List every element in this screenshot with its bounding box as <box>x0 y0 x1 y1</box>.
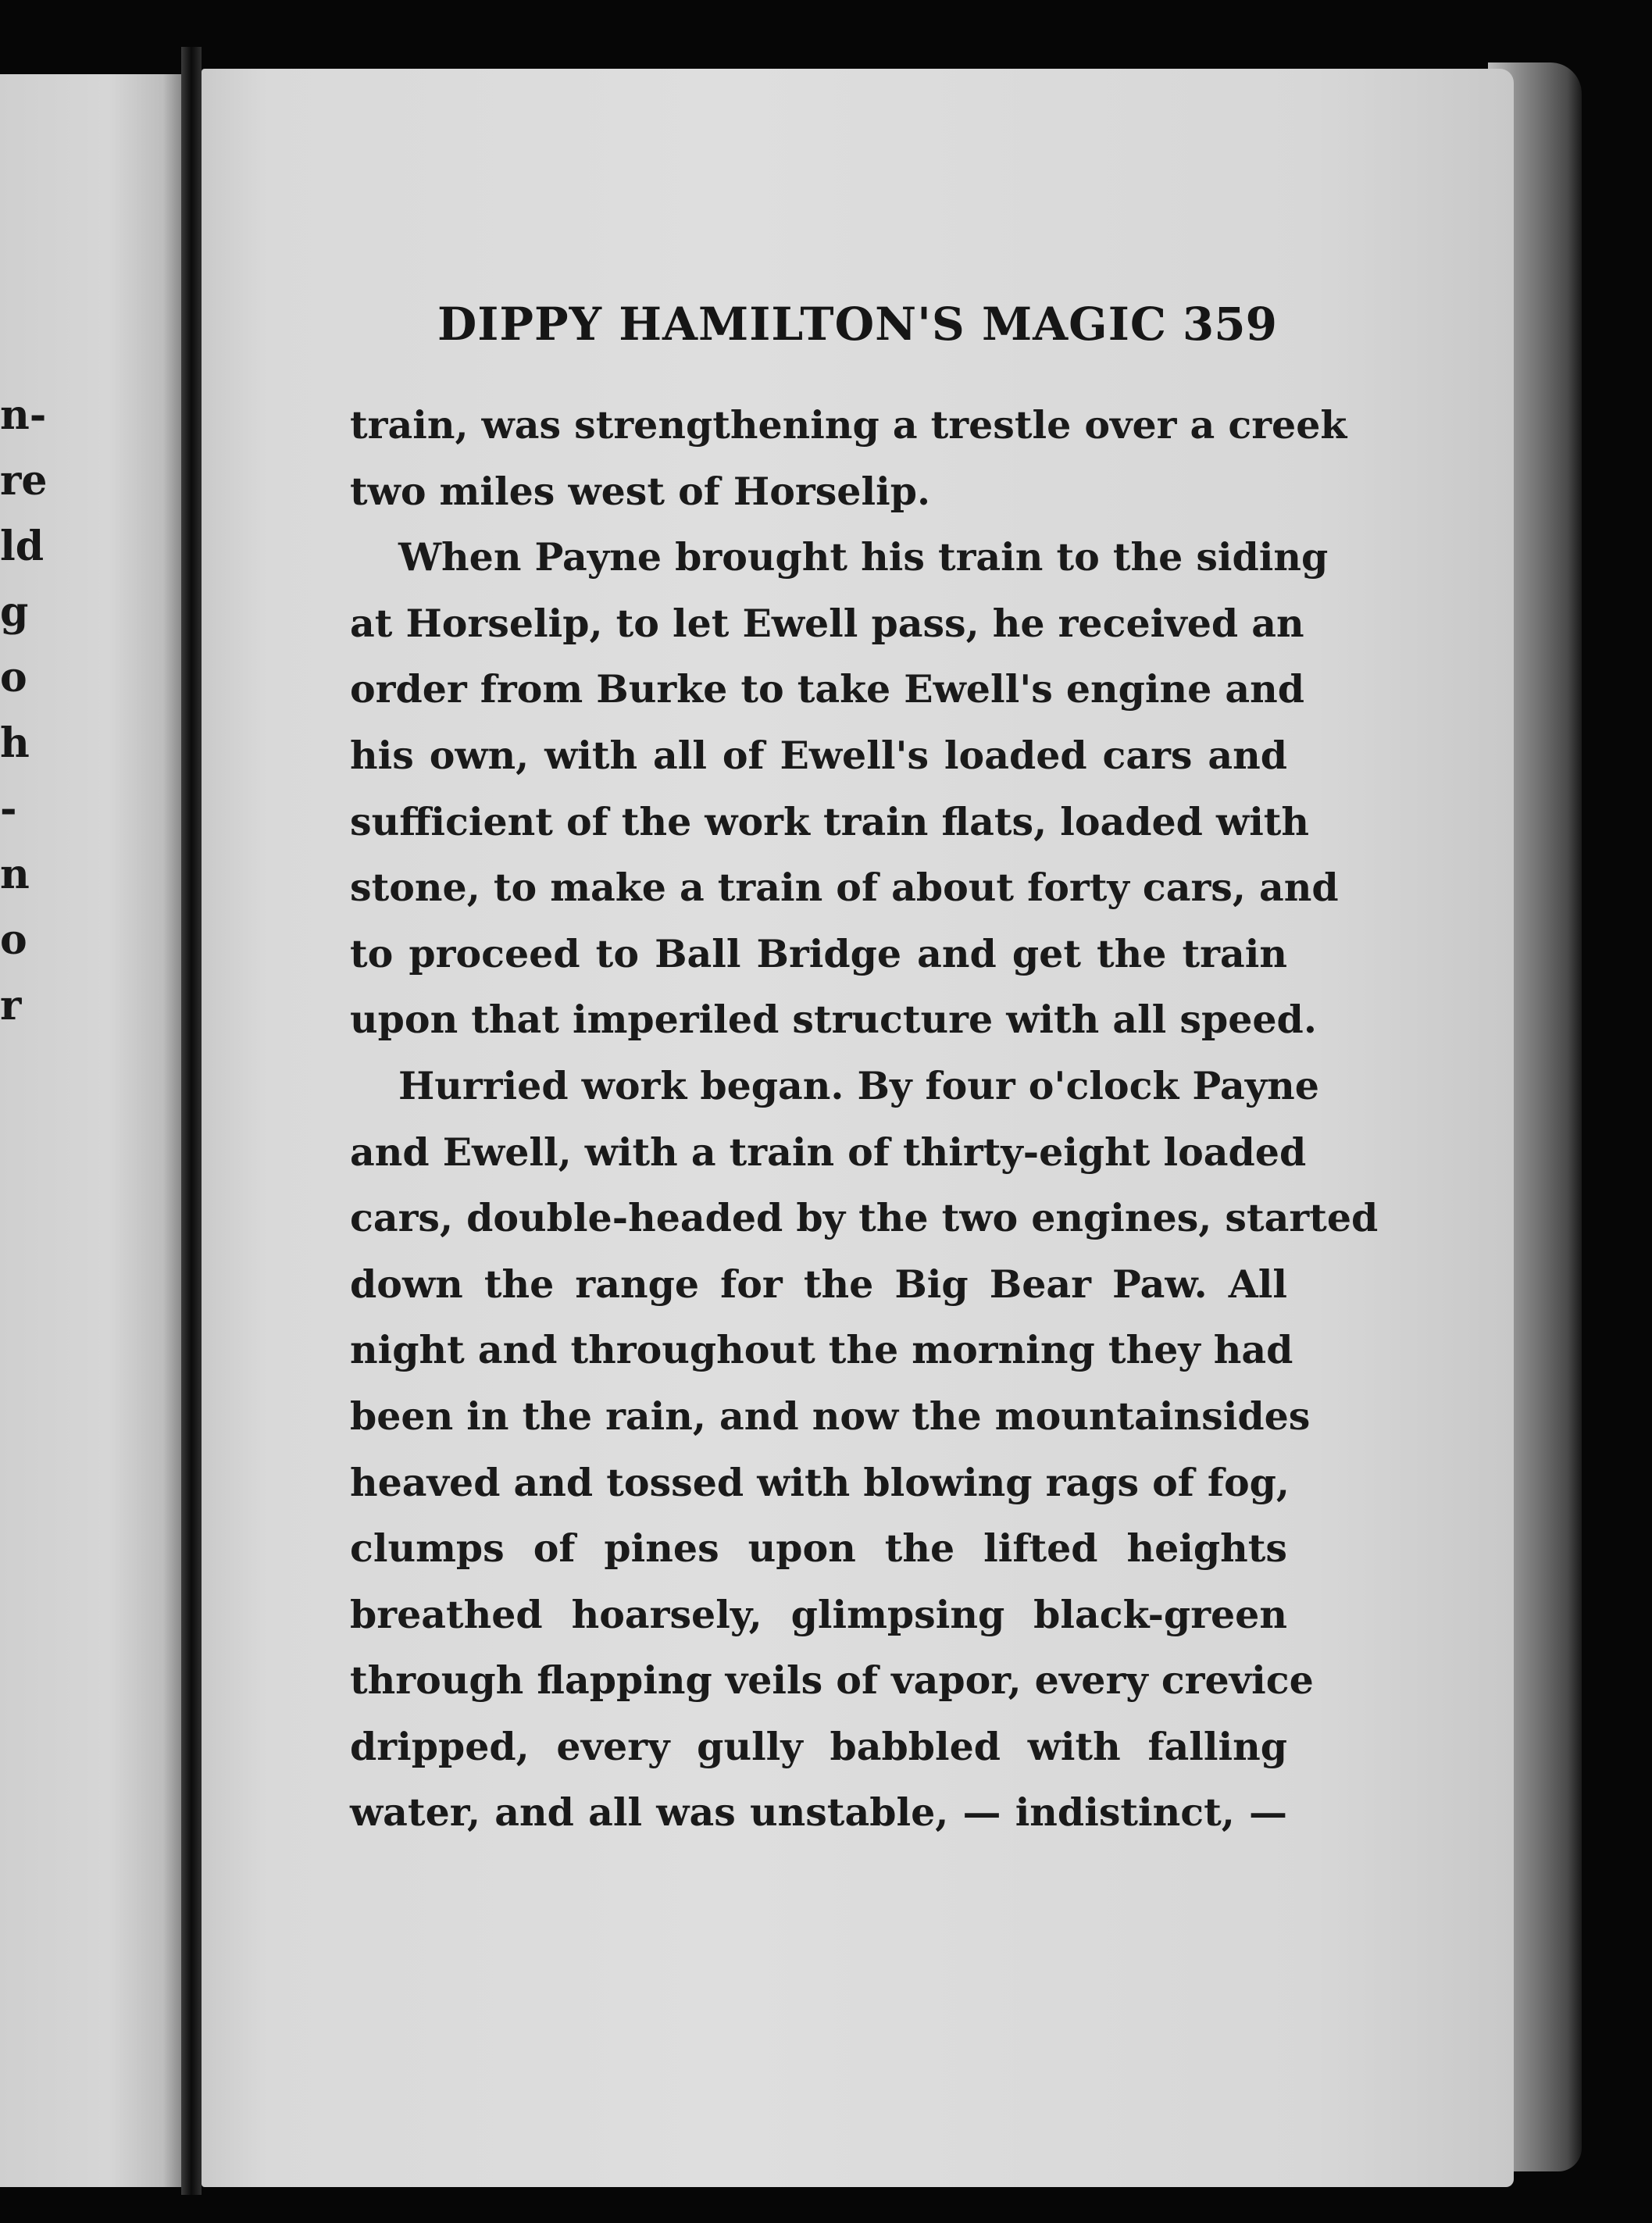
book-gutter <box>181 47 202 2195</box>
left-page-fragment: - <box>0 785 17 833</box>
text-line: clumps of pines upon the lifted heights <box>350 1525 1287 1572</box>
text-line: When Payne brought his train to the siding <box>398 534 1329 580</box>
body-text <box>350 392 1379 1846</box>
text-line: order from Burke to take Ewell's engine and <box>350 666 1305 712</box>
left-page-fragment: ld <box>0 523 45 570</box>
left-page-fragment: h <box>0 719 30 767</box>
left-page-fragment: r <box>0 982 22 1029</box>
running-head <box>437 289 1277 359</box>
left-page-fragment: g <box>0 588 29 636</box>
left-page-text-fragments <box>0 383 181 1039</box>
text-line: night and throughout the morning they had <box>350 1327 1293 1373</box>
left-facing-page <box>0 74 181 2187</box>
text-line: water, and all was unstable, — indistinct, — <box>350 1789 1287 1836</box>
text-line: sufficient of the work train flats, loaded with <box>350 798 1310 844</box>
text-line: been in the rain, and now the mountainsides <box>350 1393 1311 1439</box>
text-line: stone, to make a train of about forty cars, and <box>350 865 1339 911</box>
text-line: heaved and tossed with blowing rags of fog, <box>350 1459 1290 1505</box>
text-line: through flapping veils of vapor, every crevice <box>350 1657 1314 1704</box>
text-line: cars, double-headed by the two engines, started <box>350 1195 1379 1241</box>
left-page-fragment: o <box>0 654 27 701</box>
text-line: to proceed to Ball Bridge and get the train <box>350 930 1287 976</box>
text-line: train, was strengthening a trestle over a creek <box>350 402 1347 448</box>
text-line: and Ewell, with a train of thirty-eight loaded <box>350 1129 1307 1175</box>
text-line: Hurried work began. By four o'clock Payne <box>398 1062 1319 1108</box>
left-page-fragment: re <box>0 457 48 505</box>
text-line: breathed hoarsely, glimpsing black-green <box>350 1591 1287 1637</box>
text-line: dripped, every gully babbled with falling <box>350 1723 1287 1769</box>
text-line: upon that imperiled structure with all speed. <box>350 997 1317 1043</box>
running-title: DIPPY HAMILTON'S MAGIC <box>437 298 1167 351</box>
left-page-fragment: n <box>0 851 30 898</box>
text-line: at Horselip, to let Ewell pass, he received an <box>350 600 1304 646</box>
text-line: down the range for the Big Bear Paw. All <box>350 1261 1287 1307</box>
page-number: 359 <box>1182 298 1277 351</box>
text-line: his own, with all of Ewell's loaded cars and <box>350 732 1287 778</box>
left-page-fragment: o <box>0 916 27 964</box>
left-page-fragment: n- <box>0 391 47 439</box>
text-line: two miles west of Horselip. <box>350 468 931 514</box>
